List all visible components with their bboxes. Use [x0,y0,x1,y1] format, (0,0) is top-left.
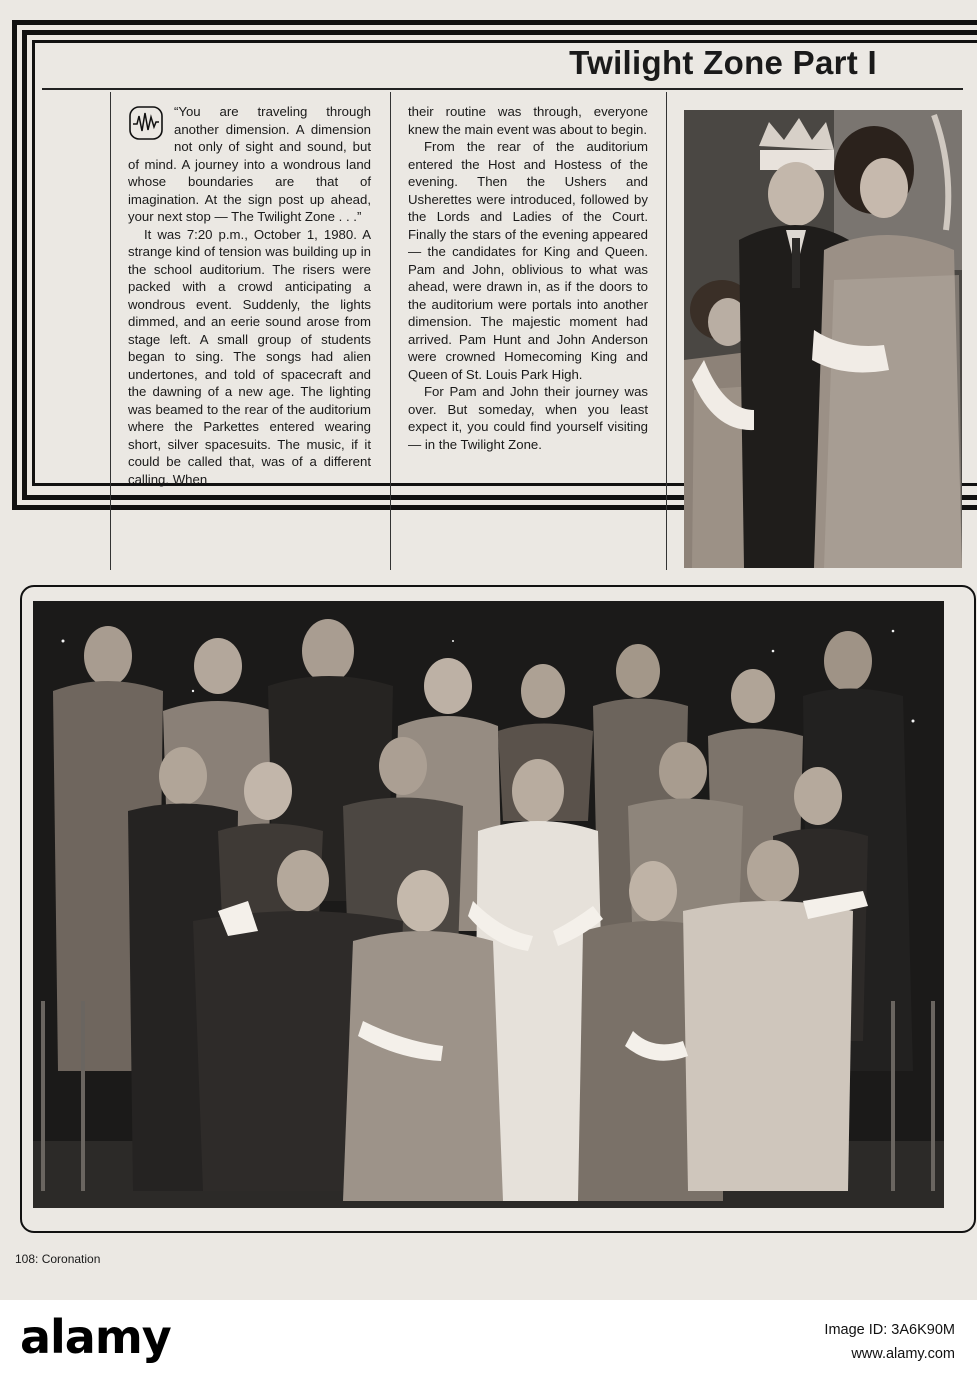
alamy-logo: alamy [20,1310,171,1364]
homecoming-court-illustration [33,601,944,1208]
article-paragraph: their routine was through, everyone knew the main event was about to begin. [408,104,648,137]
article-paragraph: From the rear of the auditorium entered the Host and Hostess of the evening. Then the Ushers and Usherettes were introduced, followed by the Lords and Ladies of the Court. Finally the stars of the evening appeared — the candidates for King and Queen. Pam and John, oblivious to what was ahead, were drawn in, as if the doors to the auditorium were portals into another dimension. The majestic moment had arrived. Pam Hunt and John Anderson were crowned Homecoming King and Queen of St. Louis Park High. [408,139,648,382]
article-paragraph: It was 7:20 p.m., October 1, 1980. A strange kind of tension was building up in the school auditorium. The risers were packed with a crowd anticipating a wondrous event. Suddenly, the lights dimmed, and an eerie sound arose from stage left. A small group of students began to sing. The songs had alien undertones, and told of spacecraft and the dawning of a new age. The lighting was beamed to the rear of the auditorium where the Parkettes entered wearing short, silver spacesuits. The music, if it could be called that, was of a different calling. When [128,226,371,487]
article-column-2 [408,103,648,453]
article-column-1 [128,103,371,488]
page-footer [15,1252,100,1266]
watermark-info [824,1318,955,1366]
page-number: 108: [15,1252,39,1266]
column-divider [110,92,111,570]
column-divider [390,92,391,570]
article-paragraph: For Pam and John their journey was over. But someday, when you least expect it, you could find yourself visiting — in the Twilight Zone. [408,384,648,452]
site-url: www.alamy.com [851,1346,955,1362]
homecoming-court-photo [33,601,944,1208]
article-paragraph: “You are traveling through another dimension. A dimension not only of sight and sound, but of mind. A journey into a wondrous land whose boundaries are that of imagination. At the sign post up ahead, your next stop — The Twilight Zone . . .” [128,104,371,224]
crowning-photo [684,110,962,568]
title-rule [42,88,963,90]
page-title: Twilight Zone Part I [569,44,877,81]
waveform-icon [128,105,164,141]
section-name: Coronation [41,1252,101,1266]
column-divider [666,92,667,570]
image-id: Image ID: 3A6K90M [824,1322,955,1338]
crowning-photo-illustration [684,110,962,568]
